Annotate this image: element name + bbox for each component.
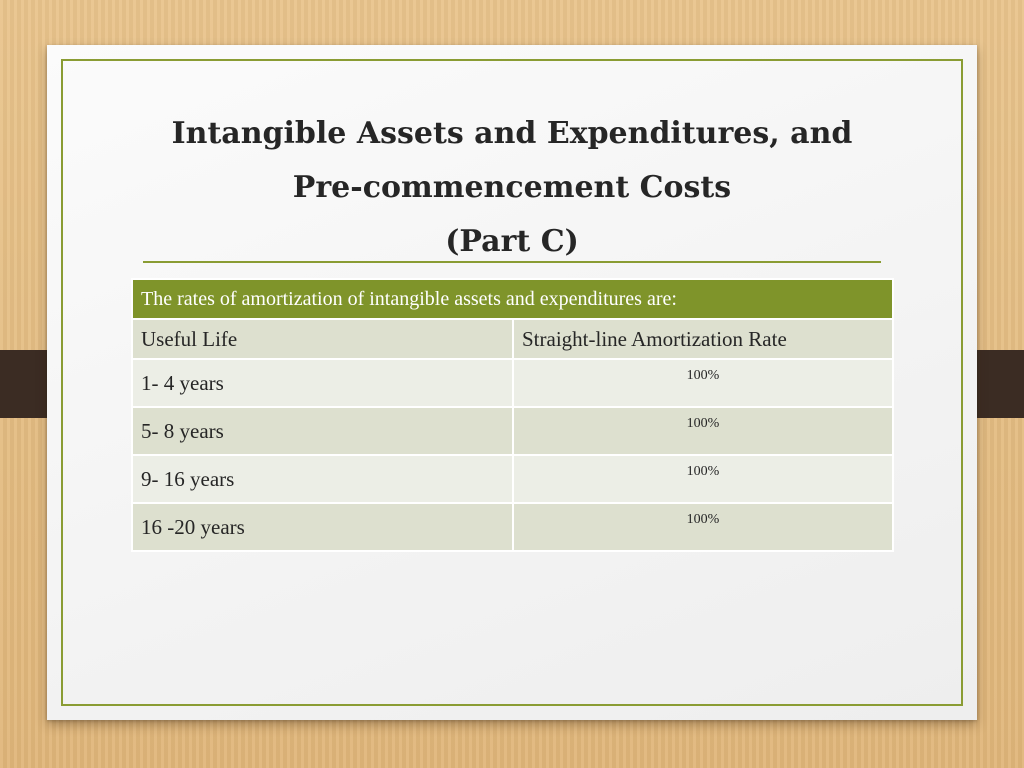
rate-cell: 100% — [513, 503, 893, 551]
useful-life-cell: 16 -20 years — [132, 503, 513, 551]
table-header-row — [132, 319, 893, 359]
amortization-rates-table — [131, 278, 894, 552]
useful-life-cell: 9- 16 years — [132, 455, 513, 503]
rate-cell: 100% — [513, 455, 893, 503]
table-caption-row — [132, 279, 893, 319]
table-caption: The rates of amortization of intangible assets and expenditures are: — [132, 279, 893, 319]
title-divider — [143, 261, 881, 263]
table-row — [132, 359, 893, 407]
slide-title-line-1: Intangible Assets and Expenditures, and — [171, 116, 853, 151]
slide-title — [107, 107, 917, 269]
slide-card — [47, 45, 977, 720]
rate-cell: 100% — [513, 359, 893, 407]
table-row — [132, 503, 893, 551]
table-row — [132, 455, 893, 503]
column-header-amortization-rate: Straight-line Amortization Rate — [513, 319, 893, 359]
useful-life-cell: 1- 4 years — [132, 359, 513, 407]
slide-title-line-3: (Part C) — [445, 224, 579, 259]
slide-title-line-2: Pre-commencement Costs — [292, 170, 732, 205]
rate-cell: 100% — [513, 407, 893, 455]
useful-life-cell: 5- 8 years — [132, 407, 513, 455]
table-row — [132, 407, 893, 455]
column-header-useful-life: Useful Life — [132, 319, 513, 359]
